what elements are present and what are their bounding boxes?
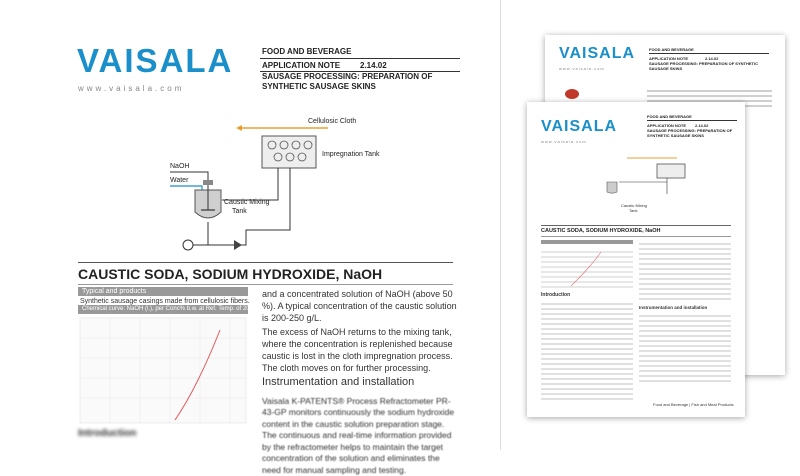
header-note-label: APPLICATION NOTE — [262, 61, 341, 70]
curve-thumbnail — [541, 248, 633, 288]
intro-text-block — [541, 300, 633, 400]
valve-icon — [183, 240, 193, 250]
return-pipe — [222, 168, 278, 200]
header-subject: SAUSAGE PROCESSING: PREPARATION OF SYNTHETIC SAUSAGE SKINS — [649, 61, 758, 71]
chemical-curve-label: Chemical curve: NaOH (l.), per Conc% b.w. at Ref. Temp. of 20°C — [82, 306, 257, 312]
back-page-front — [527, 102, 745, 417]
badge-icon — [565, 89, 579, 99]
water-label: Water — [170, 177, 189, 184]
cellulosic-cloth-label: Cellulosic Cloth — [308, 118, 357, 125]
header-note-label: APPLICATION NOTE — [649, 56, 689, 61]
website-url: www.vaisala.com — [78, 84, 185, 93]
footer-text: Food and Beverage | Fish and Meat Products — [653, 402, 734, 407]
title-rule-bottom — [541, 236, 731, 237]
header-rule — [260, 58, 460, 59]
header-category: FOOD AND BEVERAGE — [262, 47, 352, 56]
mixing-tank-label-2: Tank — [232, 208, 247, 215]
naoh-label: NaOH — [170, 163, 190, 170]
header-subject: SAUSAGE PROCESSING: PREPARATION OF SYNTHETIC SAUSAGE SKINS — [262, 72, 433, 91]
concentration-chart — [80, 318, 246, 423]
title-rule — [541, 225, 731, 226]
vaisala-logo: VAISALA — [559, 45, 636, 62]
header-note-number: 2.14.02 — [695, 123, 709, 128]
instrumentation-text: Vaisala K-PATENTS® Process Refractometer PR-43-GP monitors continuously the sodium hydroxide content in the caustic solution preparation stage. The continuous and real-time information provided by the refractometer helps to maintain the target concentration of the solution and eliminates the need for manual sampling and testing. — [262, 396, 455, 475]
right-col-paragraph-2: The excess of NaOH returns to the mixing tank, where the concentration is replenished because caustic is lost in the cloth impregnation process. The cloth moves on for further processing. — [262, 327, 453, 374]
instrumentation-heading: Instrumentation and installation — [262, 376, 415, 388]
document-title: CAUSTIC SODA, SODIUM HYDROXIDE, NaOH — [541, 228, 661, 234]
instrumentation-heading: Instrumentation and installation — [639, 305, 708, 310]
mixing-tank-label: Caustic Mixing — [621, 203, 648, 208]
document-title: CAUSTIC SODA, SODIUM HYDROXIDE, NaOH — [78, 266, 383, 282]
vaisala-logo: VAISALA — [77, 42, 234, 79]
right-text-block-2 — [639, 312, 731, 382]
website-url: www.vaisala.com — [541, 139, 587, 144]
intro-heading: Introduction — [78, 428, 137, 439]
website-url: www.vaisala.com — [559, 66, 605, 71]
header-rule — [647, 120, 737, 121]
header-note-number: 2.14.02 — [360, 61, 387, 70]
header-note-label: APPLICATION NOTE — [647, 123, 687, 128]
vaisala-logo: VAISALA — [541, 118, 618, 135]
header-subject: SAUSAGE PROCESSING: PREPARATION OF SYNTHETIC SAUSAGE SKINS — [647, 128, 733, 138]
typical-products-heading: Typical and products — [82, 288, 147, 295]
header-note-number: 2.14.02 — [705, 56, 719, 61]
title-rule — [78, 262, 453, 263]
chemical-curve-band — [78, 305, 257, 314]
right-text-block-1 — [639, 240, 731, 300]
mixing-tank-label-2: Tank — [629, 208, 638, 213]
intro-heading: Introduction — [541, 292, 571, 298]
right-col-paragraph-1: and a concentrated solution of NaOH (above 50 %). A typical concentration of the caustic solution is 200-250 g/L. — [262, 289, 457, 324]
cloth-arrow-icon — [236, 125, 242, 131]
header-rule — [649, 53, 769, 54]
mixing-tank-label: Caustic Mixing — [224, 199, 270, 206]
header-category: FOOD AND BEVERAGE — [647, 114, 692, 119]
title-rule-bottom — [78, 284, 453, 285]
typical-products-band — [541, 240, 633, 244]
typical-products-text: Synthetic sausage casings made from cellulosic fibers. — [80, 298, 250, 305]
header-category: FOOD AND BEVERAGE — [649, 47, 694, 52]
impregnation-tank-label: Impregnation Tank — [322, 151, 380, 158]
typical-products-band — [78, 287, 248, 296]
process-diagram — [150, 110, 390, 255]
pump-icon — [234, 240, 242, 250]
process-diagram-small — [567, 152, 717, 232]
